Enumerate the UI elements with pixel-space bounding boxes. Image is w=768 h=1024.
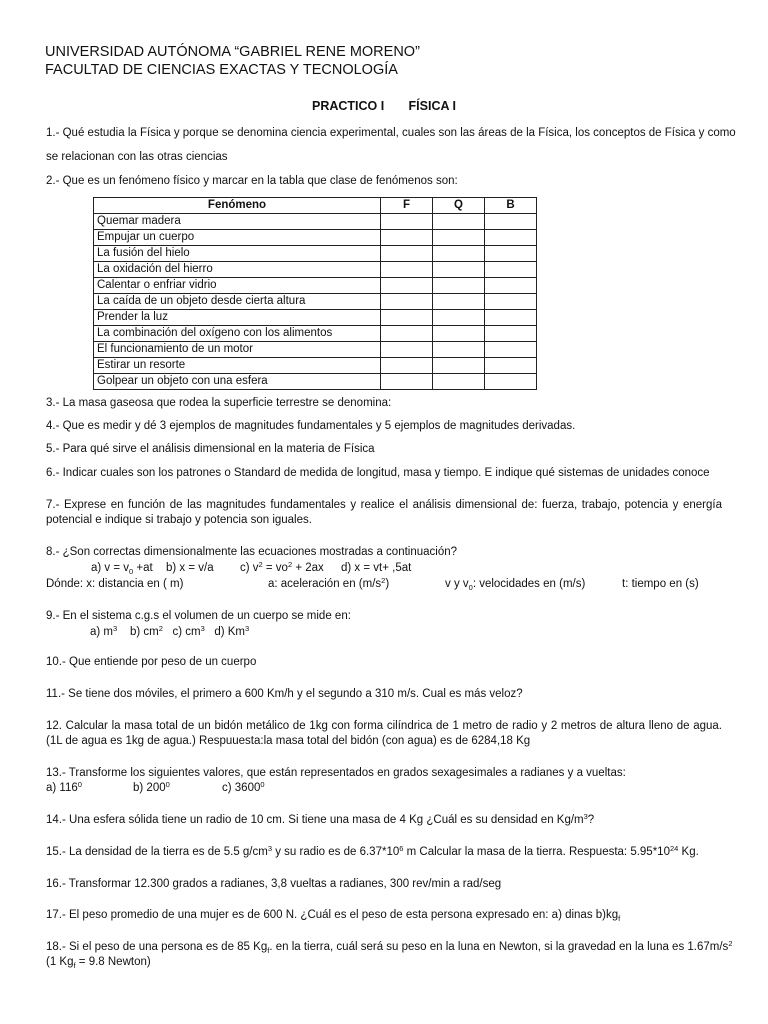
question-10: 10.- Que entiende por peso de un cuerpo (46, 656, 257, 668)
q-cell[interactable] (433, 230, 485, 246)
b-cell[interactable] (485, 342, 537, 358)
b-cell[interactable] (485, 358, 537, 374)
q-cell[interactable] (433, 342, 485, 358)
question-6: 6.- Indicar cuales son los patrones o Standard de medida de longitud, masa y tiempo. E indique qué sistemas de unidades conoce (46, 467, 710, 479)
q-cell[interactable] (433, 278, 485, 294)
f-cell[interactable] (381, 374, 433, 390)
table-row (94, 278, 537, 294)
question-9-options: a) $m^3$ b) $cm^2$ c) $cm^3$ d) Km$^3$ (90, 624, 250, 638)
definition-velocity: v y v0: velocidades en (m/s) (445, 578, 586, 592)
q-cell[interactable] (433, 246, 485, 262)
question-16: 16.- Transformar 12.300 grados a radianes, 3,8 vueltas a radianes, 300 rev/min a rad/seg (46, 878, 502, 890)
table-row (94, 246, 537, 262)
q-cell[interactable] (433, 326, 485, 342)
phenomenon-cell: Prender la luz (94, 310, 381, 326)
phenomenon-cell: La fusión del hielo (94, 246, 381, 262)
question-13-b: b) $200^0$ (133, 780, 170, 794)
f-cell[interactable] (381, 262, 433, 278)
table-row (94, 230, 537, 246)
equation-d: d) x = vt+ ,5at (341, 562, 412, 574)
question-15: 15.- La densidad de la tierra es de 5.5 $g/cm^3$ y su radio es de $6.37*10^6$ m Calcular la masa de la tierra. Respuesta: $5.95*10^{24}$ Kg. (46, 844, 699, 858)
table-row (94, 214, 537, 230)
question-9: 9.- En el sistema c.g.s el volumen de un cuerpo se mide en: (46, 610, 351, 622)
b-cell[interactable] (485, 294, 537, 310)
faculty-heading: FACULTAD DE CIENCIAS EXACTAS Y TECNOLOGÍA (45, 62, 398, 78)
question-13: 13.- Transforme los siguientes valores, que están representados en grados sexagesimales a radianes y a vueltas: (46, 767, 626, 779)
phenomenon-cell: Calentar o enfriar vidrio (94, 278, 381, 294)
question-18-line-2: (1 Kgf = 9.8 Newton) (46, 956, 151, 970)
question-2: 2.- Que es un fenómeno físico y marcar en la tabla que clase de fenómenos son: (46, 175, 458, 187)
b-cell[interactable] (485, 374, 537, 390)
question-1-line-1: 1.- Qué estudia la Física y porque se denomina ciencia experimental, cuales son las áreas de la Física, los conceptos de Física y como (46, 127, 736, 139)
f-cell[interactable] (381, 230, 433, 246)
q-cell[interactable] (433, 214, 485, 230)
phenomenon-cell: La oxidación del hierro (94, 262, 381, 278)
phenomenon-cell: El funcionamiento de un motor (94, 342, 381, 358)
q-cell[interactable] (433, 262, 485, 278)
q-cell[interactable] (433, 374, 485, 390)
phenomenon-cell: Estirar un resorte (94, 358, 381, 374)
definition-distance: Dónde: x: distancia en ( m) (46, 578, 184, 590)
question-4: 4.- Que es medir y dé 3 ejemplos de magnitudes fundamentales y 5 ejemplos de magnitudes derivadas. (46, 420, 576, 432)
table-row (94, 326, 537, 342)
question-7: 7.- Exprese en función de las magnitudes fundamentales y realice el análisis dimensional de: fuerza, trabajo, potencia y energía potencial e indique si trabajo y potencia son iguales. (46, 499, 722, 526)
table-row (94, 294, 537, 310)
equation-c: c) $v^2 = vo^2 + 2ax$ (240, 560, 324, 574)
f-cell[interactable] (381, 246, 433, 262)
header-phenomenon: Fenómeno (94, 198, 381, 214)
definition-time: t: tiempo en (s) (622, 578, 699, 590)
definition-acceleration: a: aceleración en $(m/s^2)$ (268, 576, 390, 590)
b-cell[interactable] (485, 230, 537, 246)
university-heading: UNIVERSIDAD AUTÓNOMA “GABRIEL RENE MORENO” (45, 44, 420, 60)
question-13-a: a) $116^0$ (46, 780, 82, 794)
question-11: 11.- Se tiene dos móviles, el primero a 600 Km/h y el segundo a 310 m/s. Cual es más veloz? (46, 688, 523, 700)
header-q: Q (433, 198, 485, 214)
phenomenon-cell: La caída de un objeto desde cierta altura (94, 294, 381, 310)
page-title: PRACTICO I FÍSICA I (312, 99, 456, 113)
equation-a: a) v = v0 +at (91, 562, 153, 576)
b-cell[interactable] (485, 278, 537, 294)
table-row (94, 310, 537, 326)
phenomenon-cell: Golpear un objeto con una esfera (94, 374, 381, 390)
q-cell[interactable] (433, 294, 485, 310)
phenomenon-cell: La combinación del oxígeno con los alimentos (94, 326, 381, 342)
phenomena-table (93, 197, 537, 390)
question-8: 8.- ¿Son correctas dimensionalmente las ecuaciones mostradas a continuación? (46, 546, 458, 558)
table-row (94, 262, 537, 278)
b-cell[interactable] (485, 214, 537, 230)
question-3: 3.- La masa gaseosa que rodea la superficie terrestre se denomina: (46, 397, 392, 409)
b-cell[interactable] (485, 246, 537, 262)
f-cell[interactable] (381, 310, 433, 326)
f-cell[interactable] (381, 278, 433, 294)
phenomenon-cell: Quemar madera (94, 214, 381, 230)
f-cell[interactable] (381, 342, 433, 358)
question-17: 17.- El peso promedio de una mujer es de 600 N. ¿Cuál es el peso de esta persona expresado en: a) dinas b)kgf (46, 909, 621, 923)
equation-b: b) x = v/a (166, 562, 214, 574)
f-cell[interactable] (381, 326, 433, 342)
f-cell[interactable] (381, 358, 433, 374)
question-14: 14.- Una esfera sólida tiene un radio de 10 cm. Si tiene una masa de 4 Kg ¿Cuál es su densidad en $Kg/m^3$? (46, 812, 595, 826)
f-cell[interactable] (381, 294, 433, 310)
q-cell[interactable] (433, 358, 485, 374)
phenomenon-cell: Empujar un cuerpo (94, 230, 381, 246)
header-b: B (485, 198, 537, 214)
question-1-line-2: se relacionan con las otras ciencias (46, 151, 228, 163)
question-5: 5.- Para qué sirve el análisis dimensional en la materia de Física (46, 443, 375, 455)
b-cell[interactable] (485, 326, 537, 342)
b-cell[interactable] (485, 310, 537, 326)
table-row (94, 358, 537, 374)
table-row (94, 374, 537, 390)
question-13-c: c) 3600$^0$ (222, 780, 265, 794)
table-header-row (94, 198, 537, 214)
question-12: 12. Calcular la masa total de un bidón metálico de 1kg con forma cilíndrica de 1 metro de radio y 2 metros de altura lleno de agua. (1L de agua es 1kg de agua.) Respuuesta:la masa total del bidón (con agua) es de 6284,18 Kg (46, 720, 722, 747)
question-18-line-1: 18.- Si el peso de una persona es de 85 Kgf. en la tierra, cuál será su peso en la luna en Newton, si la gravedad en la luna es $1.67m/s^2$ (46, 939, 733, 955)
q-cell[interactable] (433, 310, 485, 326)
table-row (94, 342, 537, 358)
f-cell[interactable] (381, 214, 433, 230)
b-cell[interactable] (485, 262, 537, 278)
header-f: F (381, 198, 433, 214)
